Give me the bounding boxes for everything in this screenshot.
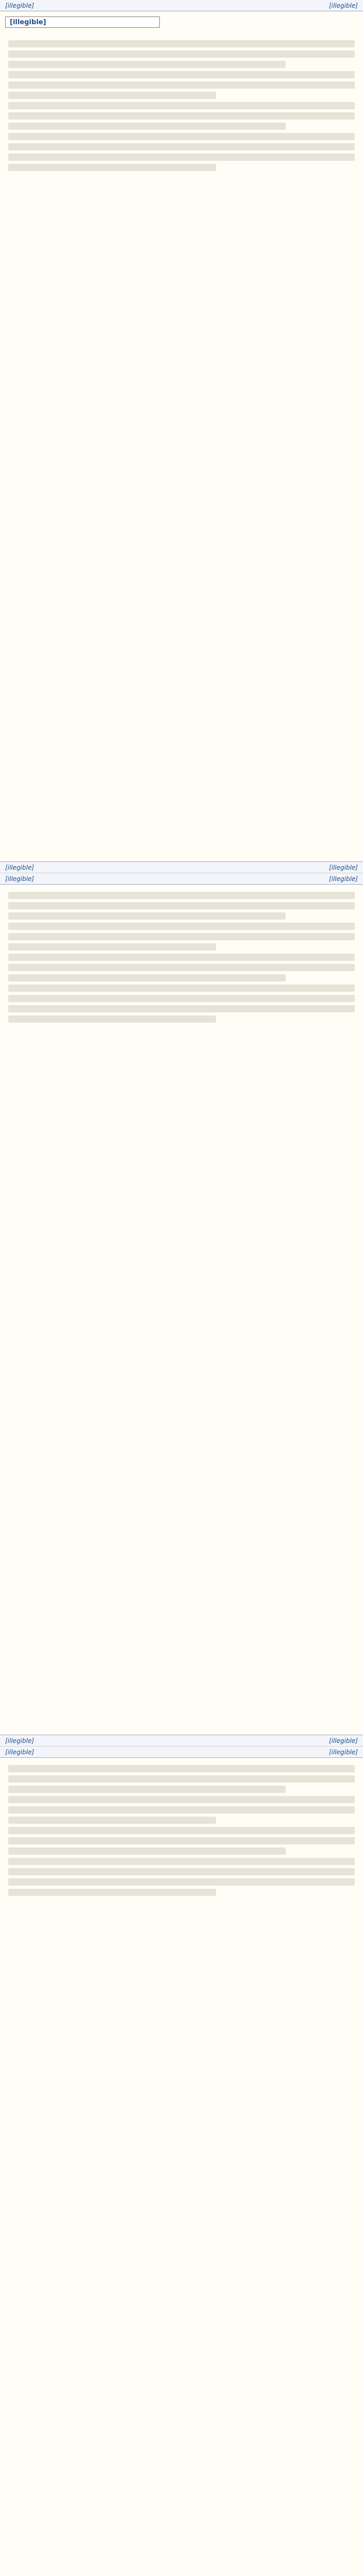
page-footer [0,861,363,873]
page-text [0,1758,363,1914]
page-header [0,1747,363,1758]
header-link[interactable]: [illegible] [328,1748,358,1756]
page-header [0,0,363,11]
header-title: [illegible] [5,875,35,883]
footer-translator: [illegible] [5,1737,35,1744]
header-link[interactable]: [illegible] [328,875,358,883]
footer-translator: [illegible] [5,863,35,871]
page-3 [0,1747,363,2576]
page-header [0,873,363,885]
header-title: [illegible] [5,2,35,9]
footer-source-link[interactable]: [illegible] [328,863,358,871]
chapter-title: [illegible] [5,16,160,28]
header-link[interactable]: [illegible] [328,2,358,9]
page-text [0,33,363,190]
page-2 [0,873,363,1747]
footer-source-link[interactable]: [illegible] [328,1737,358,1744]
header-title: [illegible] [5,1748,35,1756]
page-text [0,885,363,1041]
page-footer [0,1735,363,1746]
page-1 [0,0,363,873]
